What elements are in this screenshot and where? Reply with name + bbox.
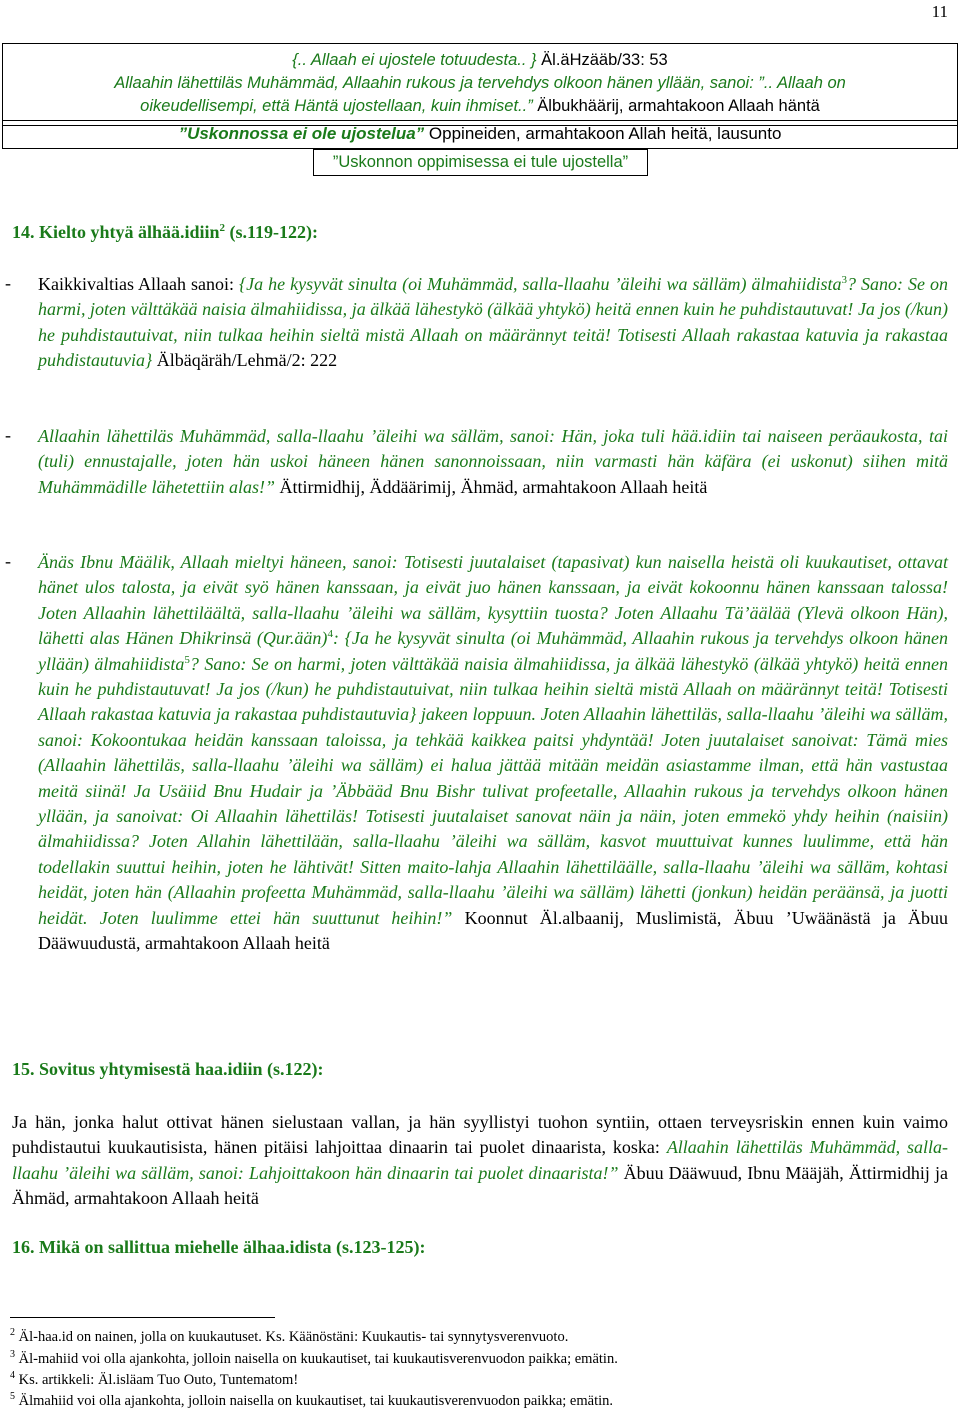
paragraph-1 [38,272,948,374]
quote-line-3-italic: oikeudellisempi, että Häntä ujostellaan, kuin ihmiset..” [140,97,533,115]
footnote-num: 3 [10,1349,15,1361]
bullet-dash: - [5,551,11,571]
quote-line-2: Allaahin lähettiläs Muhämmäd, Allaahin rukous ja tervehdys olkoon hänen yllään, sanoi: ”.. Allaah on [114,74,846,92]
footnote-2 [10,1327,568,1347]
footnote-num: 2 [10,1327,15,1339]
saying-source: Oppineiden, armahtakoon Allah heitä, lausunto [424,124,782,143]
footnote-text: Äl-haa.id on nainen, jolla on kuukautuset. Ks. Käänöstäni: Kuukautis- tai synnytysverenvuoto. [18,1329,569,1345]
quote-title: {.. Allaah ei ujostele totuudesta.. } [292,51,537,69]
p1-quote-cont: ? Sano: Se on harmi, joten välttäkää naisia älmahiidissa, ja älkää lähestykö (älkää yhtykö) heitä ennen kuin he puhdistautuvat! Ja jos (/kun) he puhdistautuivat, niin tulkaa heihin sieltä mistä Allaah on määrännyt teitä! Totisesti Allaah rakastaa katuvia ja rakastaa puhdistautuvia} [38,274,949,371]
quote-line-3 [3,95,957,118]
footnote-text: Äl-mahiid voi olla ajankohta, jolloin naisella on kuukautiset, tai kuukautisverenvuodon paikka; emätin. [18,1351,618,1367]
section-14-title: 14. Kielto yhtyä älhää.idiin [12,222,220,242]
footnote-4 [10,1370,298,1390]
footnote-text: Ks. artikkeli: Äl.isläam Tuo Outo, Tuntematom! [18,1372,299,1388]
bullet-dash: - [5,425,11,445]
p3-quote-a: Änäs Ibnu Määlik, Allaah mieltyi häneen, sanoi: Totisesti juutalaiset (tapasivat) kun naisella heistä oli kuukautiset, ottavat hänet ulos talosta, ja eivät syö hänen kanssaan, ja eivät juo hänen kanssaan, ja eivät kokoonnu hänen kanssaan talossa! Joten Allaahin lähettiläältä, salla-llaahu ’äleihi wa sälläm, kysyttiin tuosta? Joten Allaahu Tä’äälää (Ylevä olkoon Hän), lähetti alas Hänen Dhikrinsä (Qur.ään) [38,552,948,649]
saying-box [2,120,958,149]
footnote-ref-4: 4 [327,628,333,641]
quote-box [2,43,958,126]
section-15-heading: 15. Sovitus yhtymisestä haa.idiin (s.122): [12,1059,324,1079]
footnote-ref-5: 5 [184,653,190,666]
p1-quote: {Ja he kysyvät sinulta (oi Muhämmäd, salla-llaahu ’äleihi wa sälläm) älmahiidista [238,274,842,294]
p4-quote: Allaahin lähettiläs Muhämmäd, salla-llaahu ’äleihi wa sälläm, sanoi: Lahjoittakoon hän dinaarin tai puolet dinaarista!” [12,1137,948,1183]
footnote-text: Älmahiid voi olla ajankohta, jolloin naisella on kuukautiset, tai kuukautisverenvuodon paikka; emätin. [18,1393,613,1409]
p2-reference: Ättirmidhij, Äddäärimij, Ähmäd, armahtakoon Allaah heitä [274,476,708,497]
p4-lead: Ja hän, jonka halut ottivat hänen sielustaan vallan, ja hän syyllistyi tuohon syntiin, ottaen terveysriskin ennen kuin vaimo puhdistautui kuukautisista, hänen pitäisi lahjoittaa dinaarin tai puolet dinaarista, koska: [12,1112,948,1158]
page-number: 11 [931,2,948,21]
footnote-num: 5 [10,1391,15,1403]
p2-quote: Allaahin lähettiläs Muhämmäd, salla-llaahu ’äleihi wa sälläm, sanoi: Hän, joka tuli hää.idiin tai naiseen peräaukosta, tai (tuli) ennustajalle, joten hän uskoi häneen hänen sanonnoissaan, niin varmasti hän käfära (ei uskonut) siihen mitä Muhämmädille lähetettiin alas!” [38,426,948,497]
paragraph-4 [12,1110,948,1212]
quote-line-3-ref: Älbukhäärij, armahtakoon Allaah häntä [532,97,820,115]
footnote-5 [10,1391,613,1411]
footnote-num: 4 [10,1370,15,1382]
section-14-heading [12,222,318,243]
p3-reference: Koonnut Äl.albaanij, Muslimistä, Äbuu ’Uwäänästä ja Äbuu Dääwuudustä, armahtakoon Allaah heitä [38,907,948,954]
paragraph-3 [38,550,948,957]
p4-reference: Äbuu Dääwuud, Ibnu Määjäh, Ättirmidhij ja Ähmäd, armahtakoon Allaah heitä [12,1162,948,1209]
section-16-heading: 16. Mikä on sallittua miehelle älhaa.idista (s.123-125): [12,1237,426,1257]
footnote-ref-2: 2 [219,222,226,234]
p1-reference: Älbäqäräh/Lehmä/2: 222 [156,350,338,371]
quote-ref: Äl.äHzääb/33: 53 [536,51,668,69]
p3-quote-b: : {Ja he kysyvät sinulta (oi Muhämmäd, Allaahin rukous ja tervehdys olkoon hänen yllään) älmahiidista [38,628,949,674]
section-14-pages: (s.119-122): [225,222,319,242]
paragraph-2 [38,424,948,500]
p1-lead: Kaikkivaltias Allaah sanoi: [38,274,239,294]
bullet-dash: - [5,273,11,293]
saying-box-2: ”Uskonnon oppimisessa ei tule ujostella” [313,149,648,176]
footnote-ref-3: 3 [841,274,848,286]
p3-quote-c: ? Sano: Se on harmi, joten välttäkää naisia älmahiidissa, ja älkää lähestykö (älkää yhtykö) heitä ennen kuin he puhdistautuvat! Ja jos (/kun) he puhdistautuivat, niin tulkaa heihin sieltä mistä Allaah on määrännyt teitä! Totisesti Allaah rakastaa katuvia ja rakastaa puhdistautuvia} jakeen loppuun. Joten Allaahin lähettiläs, salla-llaahu ’äleihi wa sälläm, sanoi: Kokoontukaa heidän kanssaan taloissa, ja tehkää kaikkea paitsi yhdyntää! Joten juutalaiset sanoivat: Tämä mies (Allaahin lähettiläs, salla-llaahu ’äleihi wa sälläm) ei halua jättää mitään meidän asiastamme ilman, että hän vastustaa meitä siinä! Ja Usäiid Bnu Hudair ja ’Äbbääd Bnu Bishr tulivat profeetalle, Allaahin rukous ja tervehdys olkoon hänen yllään, ja sanoivat: Oi Allaahin lähettiläs! Totisesti juutalaiset sanovat näin ja näin, joten emmekö yhdy heihin (naisiin) älmahiidissa? Joten Allahin lähettilään, salla-llaahu ’äleihi wa sälläm, kasvot muuttuivat kunnes luulimme, että hän todellakin suuttui heihin, joten he lähtivät! Sitten maito-lahja Allaahin lähettiläälle, salla-llaahu ’äleihi wa sälläm, kohtasi heidät, joten hän (Allaahin profeetta Muhämmäd, salla-llaahu ’äleihi wa sälläm) lähetti (jonkun) heidän peräänsä, ja juotti heidät. Joten luulimme ettei hän suuttunut heihin!” [38,653,948,928]
footnote-3 [10,1349,618,1369]
footnote-divider [10,1317,275,1318]
saying-italic: ”Uskonnossa ei ole ujostelua” [178,124,425,143]
quote-line-1 [3,49,957,72]
